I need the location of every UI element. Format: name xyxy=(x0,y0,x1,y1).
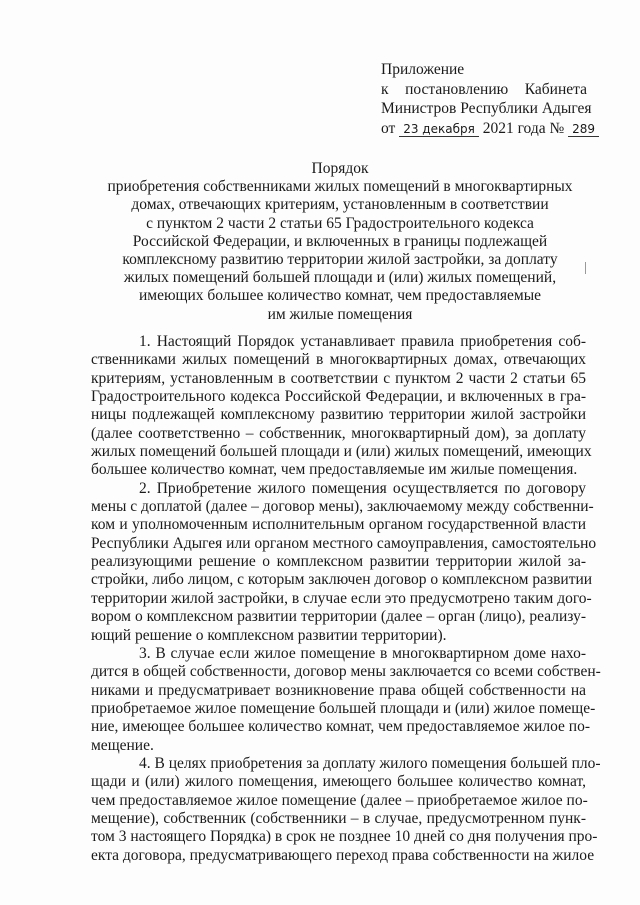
title-line: жилых помещений большей площади и (или) жилых помещений, xyxy=(123,269,557,287)
paragraph-3-line: никами и предусматривает возникновение права общей собственности на xyxy=(91,681,586,699)
paragraph-1-line: жилых помещений большей площади и (или) жилых помещений, имеющих xyxy=(91,443,592,461)
appendix-k: к xyxy=(381,80,389,98)
paragraph-2-line: реализующими решение о комплексном развитии территории жилой за- xyxy=(91,553,586,571)
title-line: Порядок xyxy=(311,160,369,177)
title-line: имеющих большее количество комнат, чем предоставляемые xyxy=(138,287,542,305)
paragraph-2-line: территории жилой застройки, в случае если это предусмотрено таким дого- xyxy=(91,589,592,607)
document-body xyxy=(91,333,601,865)
paragraph-3-line: дится в общей собственности, договор мены заключается со всеми собствен- xyxy=(91,663,601,681)
paragraph-1-line: 1. Настоящий Порядок устанавливает правила приобретения соб- xyxy=(139,333,586,350)
paragraph-4-line: щади и (или) жилого помещения, имеющего большее количество комнат, xyxy=(91,773,586,791)
appendix-title: Приложение xyxy=(381,61,465,78)
paragraph-3-line: 3. В случае если жилое помещение в многоквартирном доме нахо- xyxy=(139,644,586,662)
appendix-number-handwritten: 289 xyxy=(568,122,599,137)
paragraph-1-line: критериям, установленным в соответствии с пунктом 2 части 2 статьи 65 xyxy=(91,369,586,387)
document-title xyxy=(90,160,590,324)
title-line: приобретения собственниками жилых помещений в многоквартирных xyxy=(107,178,573,196)
title-line: домах, отвечающих критериям, установленным в соответствии xyxy=(131,196,549,214)
paragraph-4-line: екта договора, предусматривающего переход права собственности на жилое xyxy=(91,846,595,864)
scan-margin-mark xyxy=(585,262,586,274)
paragraph-1-line: большее количество комнат, чем предоставляемые им жилые помещения. xyxy=(91,461,578,479)
paragraph-2-line: ющий решение о комплексном развитии территории). xyxy=(91,626,447,644)
paragraph-2-line: ком и уполномоченным исполнительным органом государственной власти xyxy=(91,516,586,534)
appendix-ministers: Министров Республики Адыгея xyxy=(381,100,592,117)
appendix-header xyxy=(381,60,596,138)
appendix-date-line xyxy=(381,119,596,139)
title-line: им жилые помещения xyxy=(267,305,413,323)
paragraph-3-line: приобретаемое жилое помещение большей площади и (или) жилое помеще- xyxy=(91,699,596,717)
title-line: Российской Федерации, и включенных в границы подлежащей xyxy=(132,232,548,250)
paragraph-3-line: ние, имеющее большее количество комнат, чем предоставляемое жилое по- xyxy=(91,718,590,736)
paragraph-1-line: ственниками жилых помещений в многоквартирных домах, отвечающих xyxy=(91,351,586,369)
paragraph-1-line: (далее соответственно – собственник, многоквартирный дом), за доплату xyxy=(91,424,586,442)
paragraph-1-line: ницы подлежащей комплексному развитию территории жилой застройки xyxy=(91,406,586,424)
title-line: с пунктом 2 части 2 статьи 65 Градостроительного кодекса xyxy=(146,214,534,232)
paragraph-2-line: стройки, либо лицом, с которым заключен договор о комплексном развитии xyxy=(91,571,593,589)
appendix-resolution-word: постановлению xyxy=(405,80,509,98)
paragraph-4-line: том 3 настоящего Порядка) в срок не позднее 10 дней со дня получения про- xyxy=(91,828,598,846)
paragraph-3-line: мещение. xyxy=(91,736,154,754)
appendix-resolution-line xyxy=(381,80,587,100)
paragraph-1-line: Градостроительного кодекса Российской Федерации, и включенных в гра- xyxy=(91,388,586,406)
paragraph-4-line: мещение), собственник (собственники – в случае, предусмотренном пунк- xyxy=(91,809,586,827)
appendix-date-handwritten: 23 декабря xyxy=(399,122,479,137)
appendix-cabinet-word: Кабинета xyxy=(524,80,587,98)
paragraph-2-line: 2. Приобретение жилого помещения осуществляется по договору xyxy=(139,479,586,497)
paragraph-4-line: чем предоставляемое жилое помещение (далее – приобретаемое жилое по- xyxy=(91,791,588,809)
appendix-date-suffix: 2021 года № xyxy=(482,119,565,137)
appendix-date-prefix: от xyxy=(381,119,396,137)
title-line: комплексному развитию территории жилой застройки, за доплату xyxy=(122,251,558,269)
paragraph-2-line: мены с доплатой (далее – договор мены), заключаемому между собственни- xyxy=(91,498,594,516)
paragraph-4-line: 4. В целях приобретения за доплату жилого помещения большей пло- xyxy=(139,754,601,772)
paragraph-2-line: Республики Адыгея или органом местного самоуправления, самостоятельно xyxy=(91,534,597,552)
paragraph-2-line: вором о комплексном развитии территории (далее – орган (лицо), реализу- xyxy=(91,608,586,626)
